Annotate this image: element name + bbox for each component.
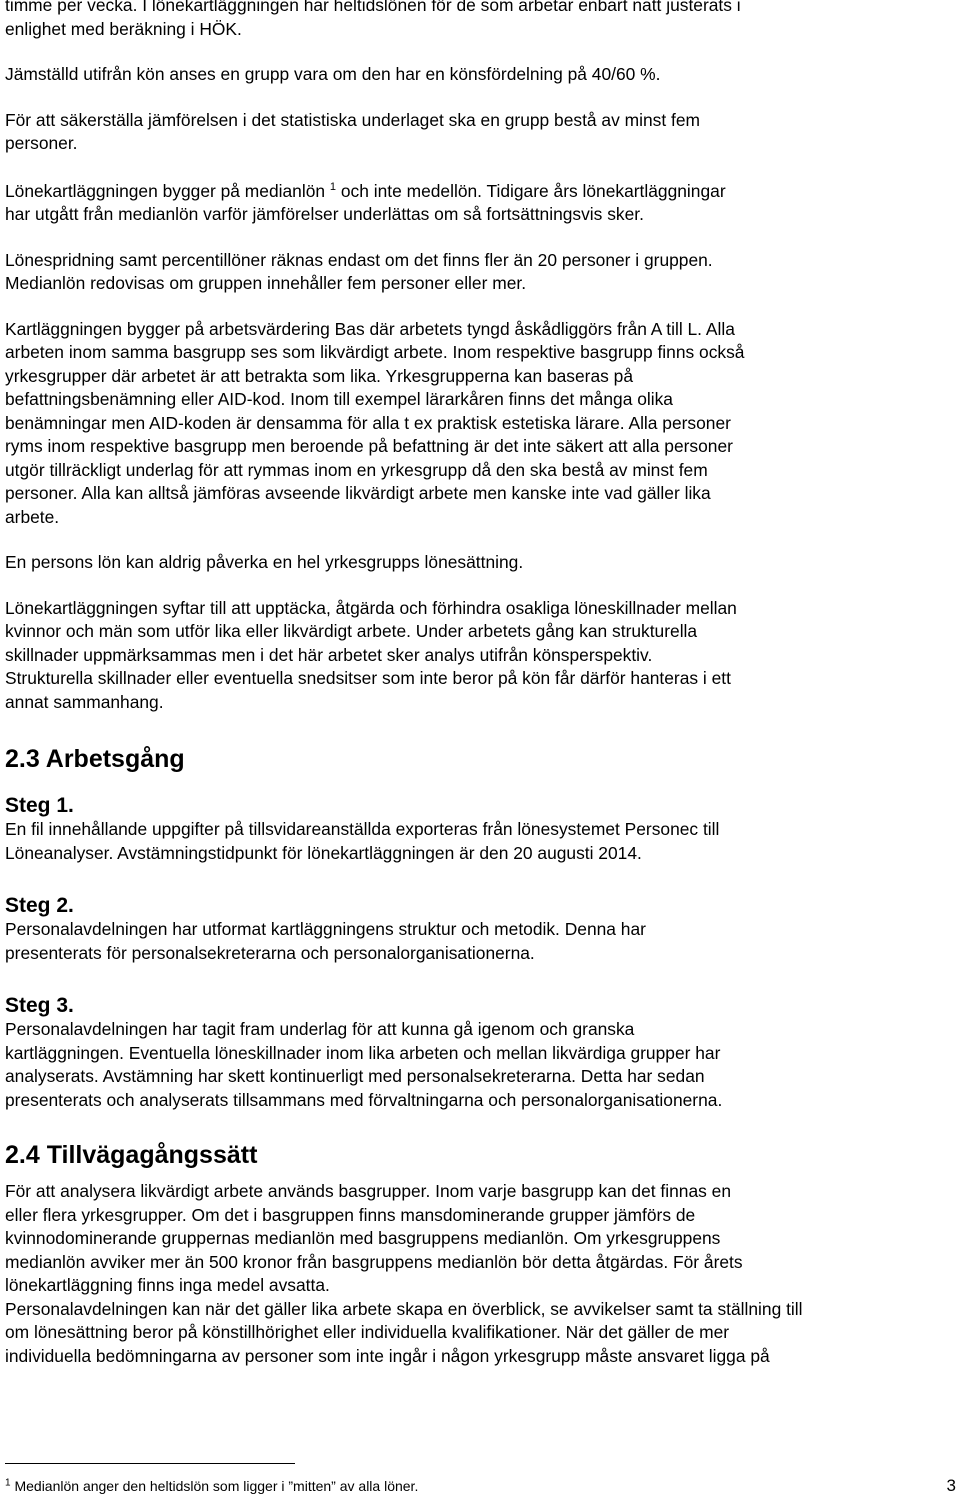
step-3-text [5,1018,871,1112]
text-line: arbeten inom samma basgrupp ses som likvärdigt arbete. Inom respektive basgrupp finns också [5,342,745,362]
text-fragment: Lönekartläggningen bygger på medianlön [5,180,326,201]
text-line: timme per vecka. I lönekartläggningen har heltidslönen för de som arbetar enbart natt justerats i [5,0,741,15]
section-heading-arbetsgang: 2.3 Arbetsgång [5,745,185,773]
text-line: har utgått från medianlön varför jämförelser underlättas om så fortsättningsvis sker. [5,204,644,224]
text-line: analyserats. Avstämning har skett kontinuerligt med personalsekreterarna. Detta har sedan [5,1066,705,1086]
step-1-text [5,818,871,865]
step-3-title: Steg 3. [5,994,74,1017]
text-line: personer. [5,133,78,153]
text-line: Personalavdelningen har utformat kartläggningens struktur och metodik. Denna har [5,919,646,939]
text-line: om lönesättning beror på könstillhörighet eller individuella kvalifikationer. När det gäller de mer [5,1322,730,1342]
text-line: Strukturella skillnader eller eventuella snedsitser som inte beror på kön får därför hanteras i ett [5,668,731,688]
text-fragment: och inte medellön. Tidigare års lönekartläggningar [336,180,726,201]
text-line: arbete. [5,506,60,527]
text-line: Medianlön redovisas om gruppen innehåller fem personer eller mer. [5,273,527,293]
paragraph-working-hours [5,0,871,41]
text-line: befattningsbenämning eller AID-kod. Inom till exempel lärarkåren finns det många olika [5,389,673,409]
text-line: kvinnodominerande gruppernas medianlön med basgruppens medianlön. Om yrkesgruppens [5,1228,721,1248]
text-line: Personalavdelningen kan när det gäller lika arbete skapa en överblick, se avvikelser samt ta ställning till [5,1298,803,1319]
footnote [5,1478,418,1494]
text-line [5,180,871,204]
text-line: Personalavdelningen har tagit fram underlag för att kunna gå igenom och granska [5,1019,635,1039]
text-line: yrkesgrupper där arbetet är att betrakta som lika. Yrkesgrupperna kan baseras på [5,365,634,386]
page-number: 3 [946,1476,956,1495]
text-line: presenterats och analyserats tillsammans med förvaltningarna och personalorganisationerna. [5,1089,723,1110]
paragraph-individual-salary: En persons lön kan aldrig påverka en hel yrkesgrupps lönesättning. [5,552,524,572]
step-1-title: Steg 1. [5,794,74,817]
paragraph-purpose [5,597,871,715]
text-line: individuella bedömningarna av personer som inte ingår i någon yrkesgrupp måste ansvaret ligga på [5,1345,770,1366]
section-heading-tillvagagangssatt: 2.4 Tillvägagångssätt [5,1141,258,1169]
text-line: lönekartläggning finns inga medel avsatta. [5,1275,330,1295]
paragraph-job-evaluation [5,318,871,530]
paragraph-median-salary [5,180,871,227]
text-line: För att säkerställa jämförelsen i det statistiska underlaget ska en grupp bestå av minst fem [5,109,700,130]
text-line: För att analysera likvärdigt arbete används basgrupper. Inom varje basgrupp kan det finnas en [5,1181,732,1201]
text-line: ryms inom respektive basgrupp men beroende på befattning är det inte säkert att alla personer [5,436,733,456]
text-line: kartläggningen. Eventuella löneskillnader inom lika arbeten och mellan likvärdiga grupper har [5,1042,721,1063]
footnote-separator [5,1463,295,1464]
text-line: utgör tillräckligt underlag för att rymmas inom en yrkesgrupp då den ska bestå av minst fem [5,459,708,480]
text-line: Lönespridning samt percentillöner räknas endast om det finns fler än 20 personer i gruppen. [5,249,713,270]
text-line: Lönekartläggningen syftar till att upptäcka, åtgärda och förhindra osakliga löneskillnader mellan [5,597,737,618]
text-line: En fil innehållande uppgifter på tillsvidareanställda exporteras från lönesystemet Personec till [5,819,720,839]
document-body [5,0,871,1368]
text-line: Löneanalyser. Avstämningstidpunkt för lönekartläggningen är den 20 augusti 2014. [5,842,642,863]
footnote-number: 1 [5,1477,11,1489]
step-2-title: Steg 2. [5,894,74,917]
text-line: kvinnor och män som utför lika eller likvärdigt arbete. Under arbetets gång kan strukturella [5,621,698,641]
paragraph-group-size [5,109,871,156]
paragraph-basgrupper [5,1180,871,1298]
text-line: benämningar men AID-koden är densamma för alla t ex praktisk estetiska lärare. Alla personer [5,412,731,433]
text-line: eller flera yrkesgrupper. Om det i basgruppen finns mansdominerande grupper jämförs de [5,1204,696,1225]
text-line: medianlön avviker mer än 500 kronor från basgruppens medianlön bör detta åtgärdas. För årets [5,1251,743,1272]
text-line: presenterats för personalsekreterarna och personalorganisationerna. [5,942,535,963]
text-line: Kartläggningen bygger på arbetsvärdering Bas där arbetets tyngd åskådliggörs från A till L. Alla [5,318,735,339]
paragraph-percentiles [5,249,871,296]
text-line: skillnader uppmärksammas men i det här arbetet sker analys utifrån könsperspektiv. [5,644,653,665]
paragraph-overview [5,1298,940,1369]
text-line: enlighet med beräkning i HÖK. [5,18,242,39]
text-line: annat sammanhang. [5,691,164,712]
footnote-reference[interactable]: 1 [329,180,337,193]
footnote-text: Medianlön anger den heltidslön som ligger i ”mitten” av alla löner. [14,1478,419,1494]
text-line: personer. Alla kan alltså jämföras avseende likvärdigt arbete men kanske inte vad gäller lika [5,483,711,503]
step-2-text [5,918,871,965]
paragraph-gender-equality: Jämställd utifrån kön anses en grupp vara om den har en könsfördelning på 40/60 %. [5,64,661,84]
